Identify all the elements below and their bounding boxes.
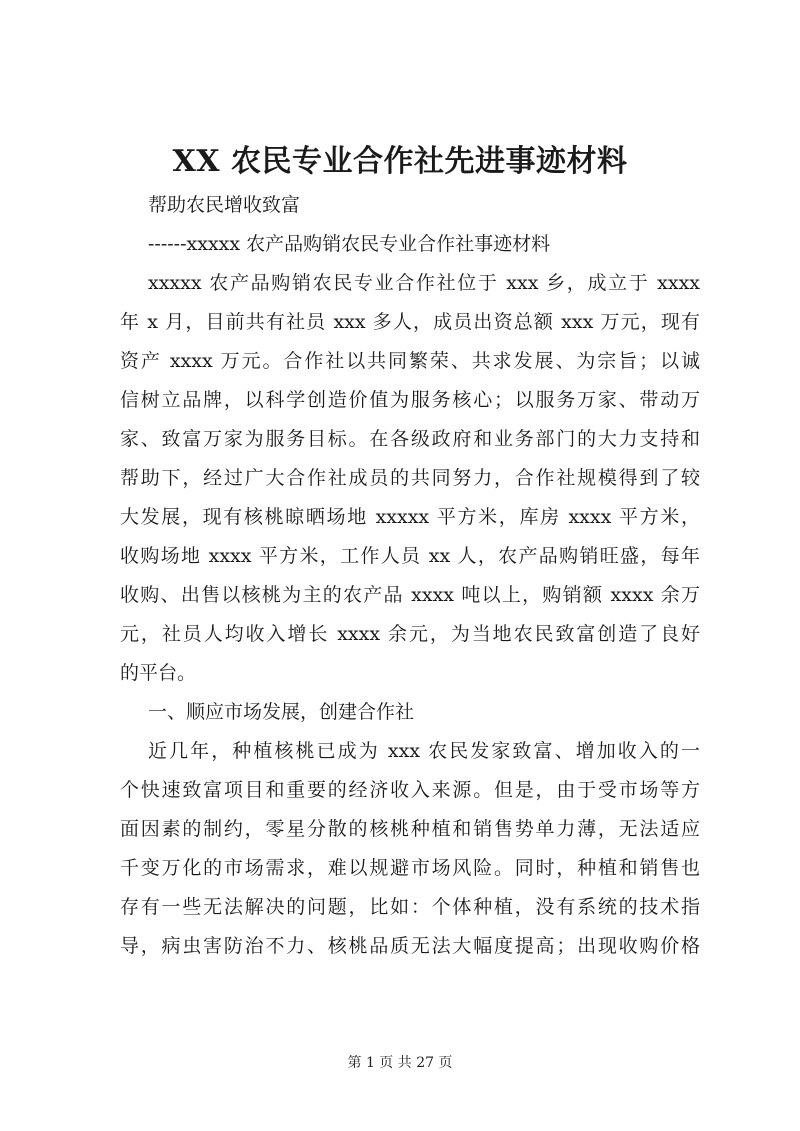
page-footer: 第 1 页 共 27 页 [347,1055,453,1071]
document-title: XX 农民专业合作社先进事迹材料 [172,144,628,179]
text-line: 元，社员人均收入增长 xxxx 余元，为当地农民致富创造了良好 [120,623,700,645]
text-line: 个快速致富项目和重要的经济收入来源。但是，由于受市场等方 [120,779,700,801]
text-line: 一、顺应市场发展，创建合作社 [148,701,415,723]
text-line: 帮助农民增收致富 [148,194,301,216]
text-line: ------xxxxx 农产品购销农民专业合作社事迹材料 [148,233,551,255]
text-line: 家、致富万家为服务目标。在各级政府和业务部门的大力支持和 [120,428,700,450]
text-line: 千变万化的市场需求，难以规避市场风险。同时，种植和销售也 [120,857,700,879]
text-line: 收购、出售以核桃为主的农产品 xxxx 吨以上，购销额 xxxx 余万 [120,584,700,606]
text-line: 资产 xxxx 万元。合作社以共同繁荣、共求发展、为宗旨；以诚 [120,350,700,372]
text-line: 帮助下，经过广大合作社成员的共同努力，合作社规模得到了较 [120,467,700,489]
document-body [120,186,700,966]
text-line: 的平台。 [120,662,197,684]
text-line: 收购场地 xxxx 平方米，工作人员 xx 人，农产品购销旺盛，每年 [120,545,700,567]
text-line: 近几年，种植核桃已成为 xxx 农民发家致富、增加收入的一 [148,740,700,762]
text-line: 存有一些无法解决的问题，比如：个体种植，没有系统的技术指 [120,896,700,918]
text-line: xxxxx 农产品购销农民专业合作社位于 xxx 乡，成立于 xxxx [148,272,700,294]
text-line: 大发展，现有核桃晾晒场地 xxxxx 平方米，库房 xxxx 平方米， [120,506,700,528]
text-line: 信树立品牌，以科学创造价值为服务核心；以服务万家、带动万 [120,389,700,411]
text-line: 导，病虫害防治不力、核桃品质无法大幅度提高；出现收购价格 [120,935,700,957]
text-line: 年 x 月，目前共有社员 xxx 多人，成员出资总额 xxx 万元，现有 [120,311,700,333]
text-line: 面因素的制约，零星分散的核桃种植和销售势单力薄，无法适应 [120,818,700,840]
